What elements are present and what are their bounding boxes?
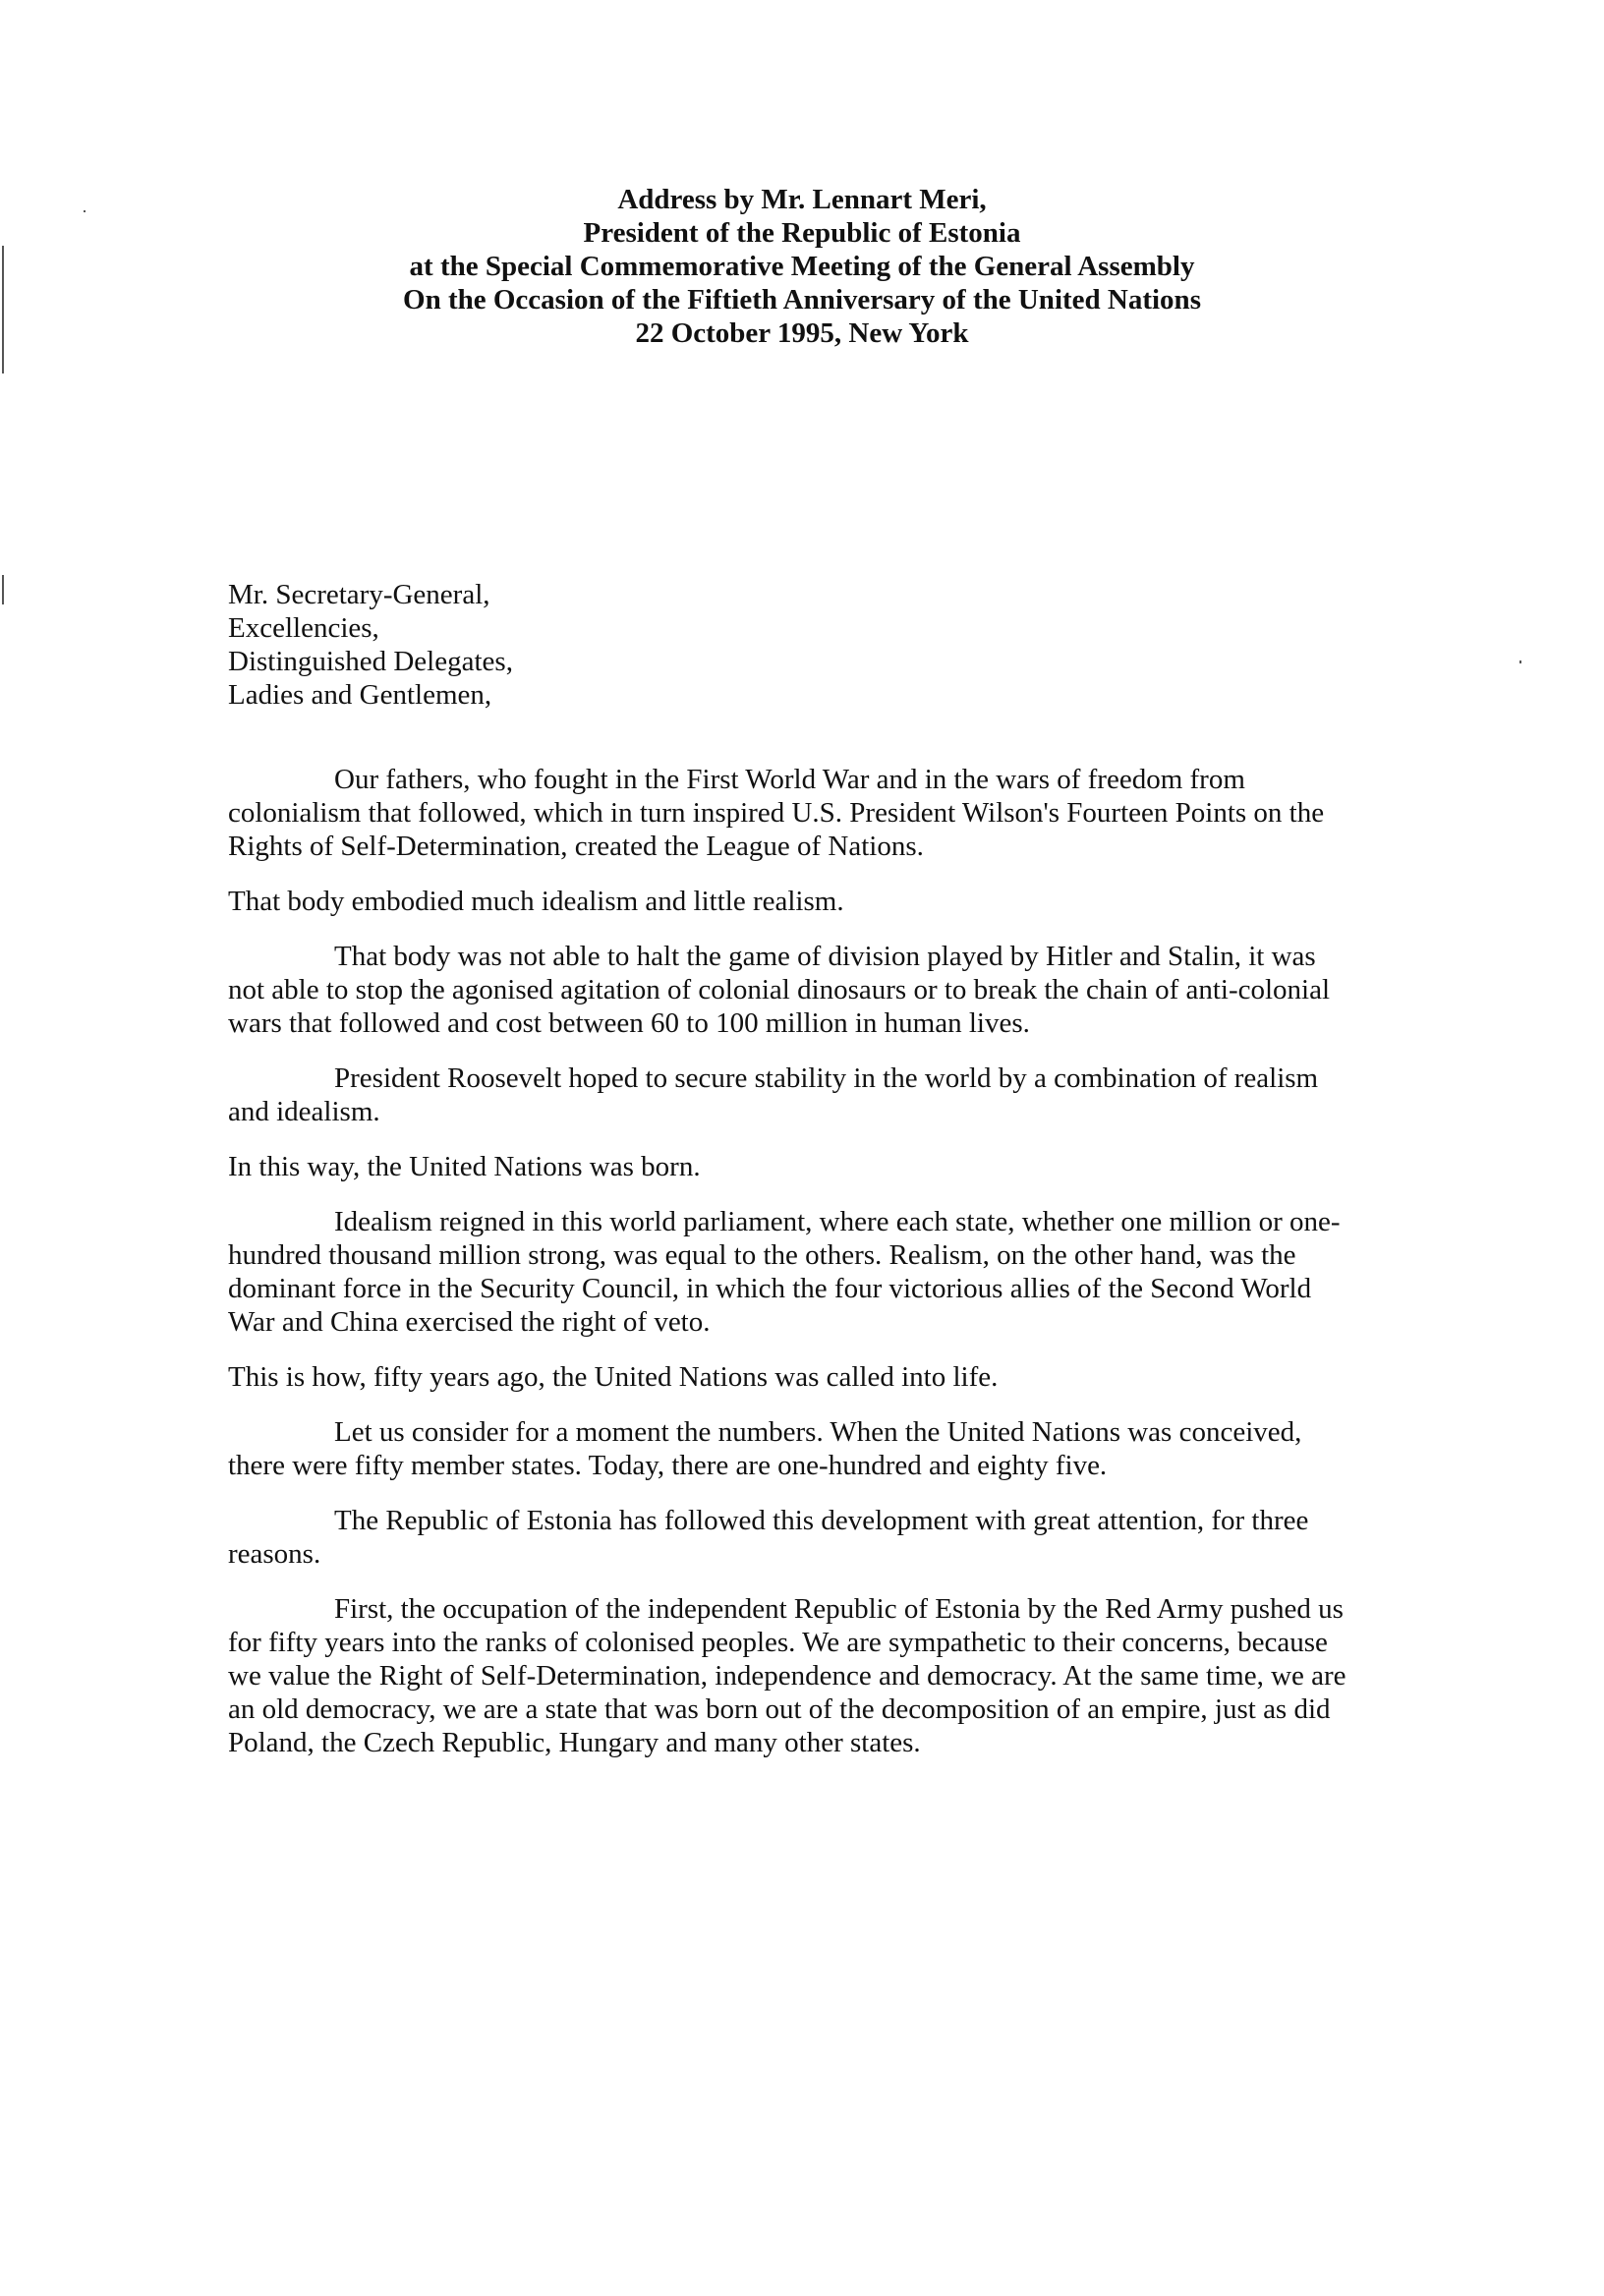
heading-line-3: at the Special Commemorative Meeting of the General Assembly [409, 251, 1195, 282]
heading-line-2: President of the Republic of Estonia [583, 217, 1021, 249]
heading-line-4: On the Occasion of the Fiftieth Anniversary of the United Nations [403, 284, 1201, 316]
scan-mark-dot-left [84, 210, 86, 212]
scan-mark-left-top [2, 246, 4, 373]
paragraph-occupation: First, the occupation of the independent Republic of Estonia by the Red Army pushed us for fifty years into the ranks of colonised peoples. We are sympathetic to their concerns, because we value the Right of Self-Determination, independence and democracy. At the same time, we are an old democracy, we are a state that was born out of the decomposition of an empire, just as did Poland, the Czech Republic, Hungary and many other states. [228, 1593, 1346, 1758]
scan-mark-dot-right [1519, 660, 1521, 663]
paragraph-numbers: Let us consider for a moment the numbers. When the United Nations was conceived, there were fifty member states. Today, there are one-hundred and eighty five. [228, 1416, 1302, 1481]
salutation-block [228, 578, 1358, 712]
salutation-line: Mr. Secretary-General, [228, 579, 490, 610]
scan-mark-left-mid [2, 575, 4, 604]
paragraph-un-born: In this way, the United Nations was born. [228, 1151, 701, 1182]
heading-line-1: Address by Mr. Lennart Meri, [617, 184, 987, 215]
paragraph-world-parliament: Idealism reigned in this world parliament, where each state, whether one million or one-hundred thousand million strong, was equal to the others. Realism, on the other hand, was the dominant force in the Security Council, in which the four victorious allies of the Second World War and China exercised the right of veto. [228, 1206, 1341, 1338]
address-heading [197, 183, 1407, 350]
paragraph-three-reasons: The Republic of Estonia has followed this development with great attention, for three reasons. [228, 1505, 1309, 1570]
paragraph-called-into-life: This is how, fifty years ago, the United Nations was called into life. [228, 1361, 999, 1393]
salutation-line: Distinguished Delegates, [228, 646, 513, 677]
paragraph-roosevelt: President Roosevelt hoped to secure stability in the world by a combination of realism and idealism. [228, 1062, 1319, 1127]
speech-body [228, 578, 1358, 1781]
paragraph-league-of-nations: Our fathers, who fought in the First World War and in the wars of freedom from colonialism that followed, which in turn inspired U.S. President Wilson's Fourteen Points on the Rights of Self-Determination, created the League of Nations. [228, 764, 1325, 862]
paragraph-hitler-stalin: That body was not able to halt the game of division played by Hitler and Stalin, it was not able to stop the agonised agitation of colonial dinosaurs or to break the chain of anti-colonial wars that followed and cost between 60 to 100 million in human lives. [228, 941, 1331, 1039]
salutation-line: Excellencies, [228, 612, 379, 644]
heading-line-5: 22 October 1995, New York [635, 317, 969, 349]
paragraph-idealism-realism: That body embodied much idealism and little realism. [228, 886, 844, 917]
salutation-line: Ladies and Gentlemen, [228, 679, 492, 711]
